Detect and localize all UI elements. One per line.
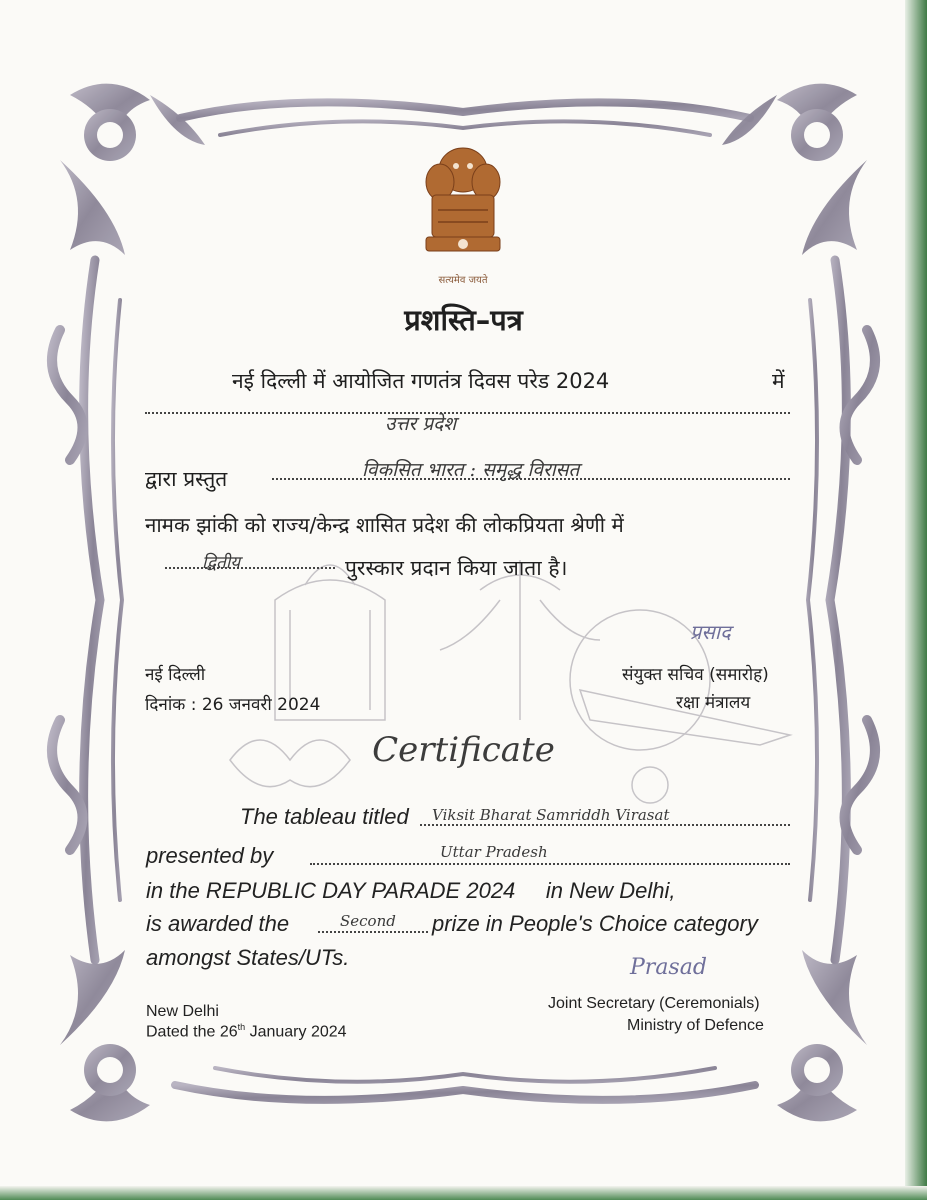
hindi-rank-handwritten: द्वितीय: [202, 553, 241, 573]
dotted-line-rank-en: [318, 931, 428, 933]
hindi-state-handwritten: उत्तर प्रदेश: [385, 413, 457, 435]
english-state-handwritten: Uttar Pradesh: [440, 843, 548, 861]
dotted-line-state: [145, 412, 790, 414]
english-line-3: in the REPUBLIC DAY PARADE 2024 in New Delhi,: [146, 878, 676, 903]
hindi-signature: प्रसाद: [690, 620, 731, 644]
english-line-2-prefix: presented by: [146, 843, 274, 868]
emblem-motto: सत्यमेव जयते: [438, 275, 488, 286]
english-ministry: Ministry of Defence: [627, 1017, 764, 1034]
english-line-4-suffix: prize in People's Choice category: [432, 911, 758, 936]
hindi-tableau-handwritten: विकसित भारत : समृद्ध विरासत: [362, 459, 580, 481]
english-line-5: amongst States/UTs.: [146, 945, 350, 970]
english-signatory-title: Joint Secretary (Ceremonials): [548, 995, 760, 1012]
hindi-line-1: नई दिल्ली में आयोजित गणतंत्र दिवस परेड 2024: [232, 369, 610, 393]
hindi-title: प्रशस्ति–पत्र: [404, 303, 523, 337]
hindi-ministry: रक्षा मंत्रालय: [676, 693, 751, 713]
hindi-line-3: नामक झांकी को राज्य/केन्द्र शासित प्रदेश की लोकप्रियता श्रेणी में: [145, 513, 624, 537]
english-tableau-handwritten: Viksit Bharat Samriddh Virasat: [432, 806, 670, 824]
hindi-line-4-end: पुरस्कार प्रदान किया जाता है।: [345, 556, 568, 580]
hindi-presented-prefix: द्वारा प्रस्तुत: [145, 467, 228, 491]
english-date-prefix: Dated the 26: [146, 1023, 238, 1041]
hindi-place: नई दिल्ली: [145, 665, 206, 685]
english-date-suffix: January 2024: [245, 1023, 347, 1041]
hindi-line-1-end: में: [772, 369, 785, 393]
english-title: Certificate: [372, 730, 555, 770]
english-line-4-prefix: is awarded the: [146, 911, 290, 936]
english-line-1-prefix: The tableau titled: [240, 804, 409, 829]
hindi-signatory-title: संयुक्त सचिव (समारोह): [622, 665, 769, 685]
english-date-sup: th: [237, 1022, 246, 1032]
english-rank-handwritten: Second: [340, 912, 396, 930]
dotted-line-state-en: [310, 863, 790, 865]
dotted-line-rank-hi: [165, 567, 335, 569]
english-signature: Prasad: [630, 955, 707, 980]
national-emblem-icon: [418, 140, 508, 270]
hindi-date: दिनांक : 26 जनवरी 2024: [145, 695, 321, 715]
dotted-line-tableau-en: [420, 824, 790, 826]
english-date: [146, 1022, 347, 1041]
english-place: New Delhi: [146, 1003, 219, 1020]
